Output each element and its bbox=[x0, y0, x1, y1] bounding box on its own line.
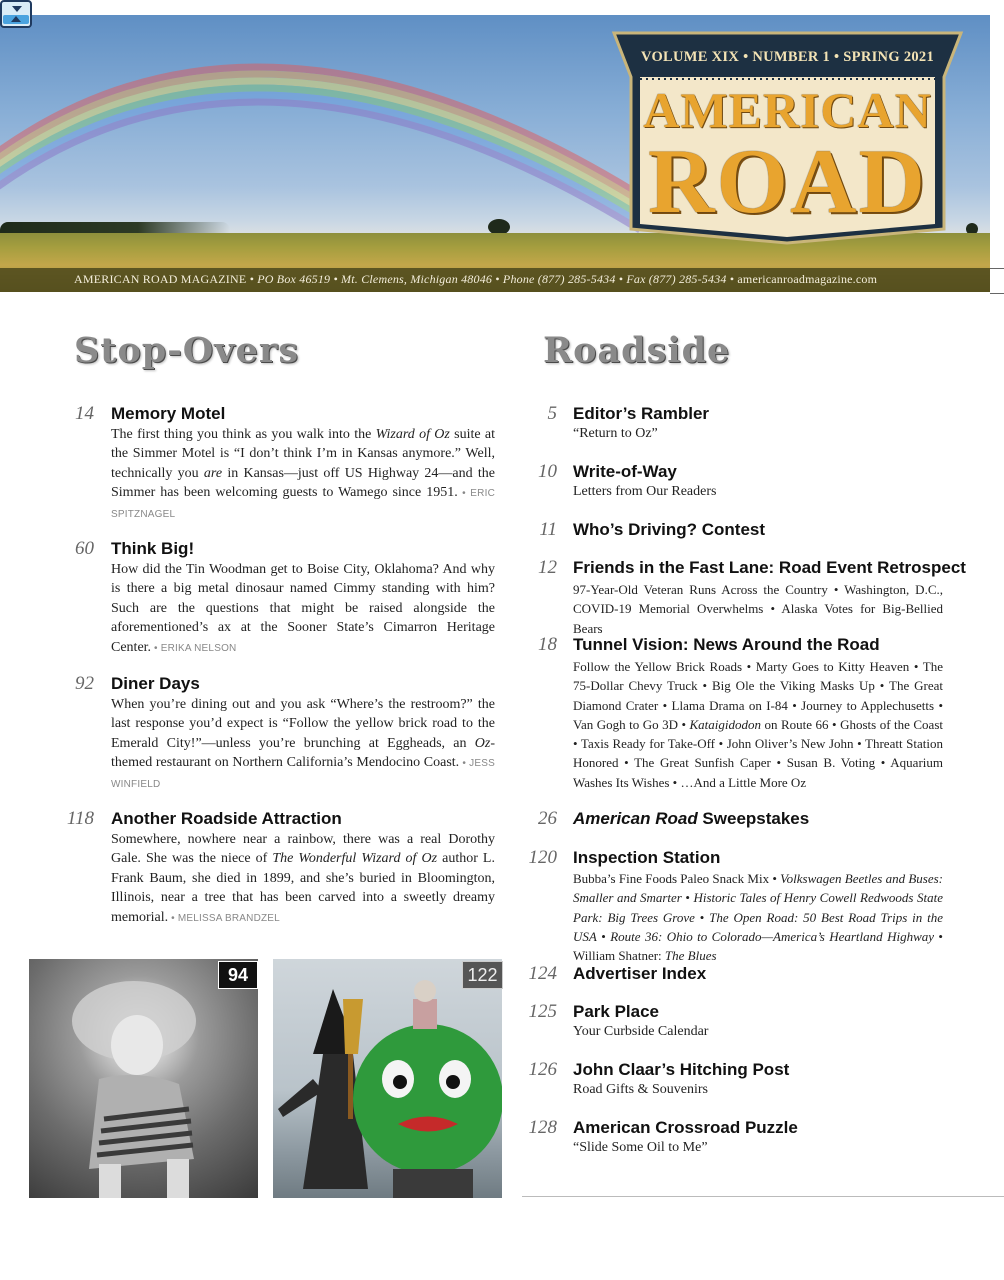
logo-wordmark-american: AMERICAN bbox=[643, 82, 932, 138]
roadside-page-number: 128 bbox=[528, 1117, 557, 1138]
roadside-title[interactable]: American Crossroad Puzzle bbox=[573, 1118, 798, 1137]
stopover-title[interactable]: Another Roadside Attraction bbox=[111, 809, 342, 828]
stopovers-heading: Stop-Overs bbox=[74, 330, 300, 371]
roadside-page-number: 126 bbox=[528, 1059, 557, 1080]
roadside-subtitle: Road Gifts & Souvenirs bbox=[573, 1082, 708, 1097]
roadside-page-number: 26 bbox=[538, 808, 557, 829]
roadside-page-number: 12 bbox=[538, 557, 557, 578]
roadside-title[interactable]: Advertiser Index bbox=[573, 964, 707, 983]
roadside-page-number: 125 bbox=[528, 1001, 557, 1022]
dorothy-actress-photo bbox=[29, 959, 258, 1198]
roadside-title[interactable]: Inspection Station bbox=[573, 848, 721, 867]
stopover-title[interactable]: Think Big! bbox=[111, 539, 195, 558]
chevron-down-icon bbox=[12, 6, 22, 12]
edge-rule bbox=[990, 268, 1004, 294]
roadside-title[interactable]: Write-of-Way bbox=[573, 462, 677, 481]
roadside-subtitle: “Slide Some Oil to Me” bbox=[573, 1140, 708, 1155]
chevron-up-icon bbox=[3, 15, 29, 24]
collapse-toggle-button[interactable] bbox=[0, 0, 32, 28]
roadside-page-number: 11 bbox=[539, 519, 557, 540]
roadside-description: Follow the Yellow Brick Roads • Marty Goes to Kitty Heaven • The 75-Dollar Chevy Truck • Big Ole the Viking Masks Up • The Great Diamond Crater • Llama Drama on I-84 • Journey to Applechusetts • Van Gogh to Go 3D • Kataigidodon on Route 66 • Ghosts of the Coast • Taxis Ready for Take-Off • John Oliver’s New John • Threatt Station Honored • The Great Sunfish Caper • Susan B. Voting • Aquarium Washes Its Wishes • …And a Little More Oz bbox=[573, 659, 943, 790]
roadside-page-number: 124 bbox=[528, 963, 557, 984]
roadside-description: Bubba’s Fine Foods Paleo Snack Mix • Volkswagen Beetles and Buses: Smaller and Smarter • Historic Tales of Henry Cowell Redwoods State Park: Big Trees Grove • The Open Road: 50 Best Road Trips in the USA • Route 36: Ohio to Colorado—America’s Heartland Highway • William Shatner: The Blues bbox=[573, 871, 944, 964]
roadside-subtitle: Letters from Our Readers bbox=[573, 484, 717, 499]
stopover-author: • MELISSA BRANDZEL bbox=[168, 912, 280, 924]
contact-details: • PO Box 46519 • Mt. Clemens, Michigan 48046 • Phone (877) 285-5434 • Fax (877) 285-5434 • bbox=[246, 272, 738, 286]
roadside-page-number: 18 bbox=[538, 634, 557, 655]
roadside-title[interactable]: Park Place bbox=[573, 1002, 660, 1021]
stopover-title[interactable]: Diner Days bbox=[111, 674, 200, 693]
roadside-title[interactable]: American Road Sweepstakes bbox=[573, 809, 810, 828]
magazine-name: AMERICAN ROAD MAGAZINE bbox=[74, 272, 247, 286]
roadside-title[interactable]: Who’s Driving? Contest bbox=[573, 520, 766, 539]
roadside-subtitle: “Return to Oz” bbox=[573, 426, 658, 441]
roadside-page-number: 120 bbox=[528, 847, 557, 868]
roadside-page-number: 10 bbox=[538, 461, 557, 482]
roadside-heading: Roadside bbox=[543, 330, 731, 371]
stopover-description: Somewhere, nowhere near a rainbow, there was a real Dorothy Gale. She was the niece of The Wonderful Wizard of Oz author L. Frank Baum, she died in 1899, and she’s buried in Bloomington, Illinois, near a tree that has been carved into a sweetly dreamy memorial. • MELISSA BRANDZEL bbox=[111, 832, 495, 925]
stopover-author: • JESS WINFIELD bbox=[111, 758, 495, 790]
stopover-description: When you’re dining out and you ask “Where’s the restroom?” the last response you’d expect is “Follow the yellow brick road to the Emerald City!”—unless you’re brunching at Eggheads, an Oz-themed restaurant on Northern California’s Mendocino Coast. • JESS WINFIELD bbox=[111, 697, 495, 790]
photo-page-badge: 94 bbox=[218, 961, 258, 989]
roadside-title[interactable]: Tunnel Vision: News Around the Road bbox=[573, 635, 880, 654]
stopover-page-number: 60 bbox=[75, 538, 94, 559]
photo-illustration bbox=[29, 959, 258, 1198]
roadside-title[interactable]: John Claar’s Hitching Post bbox=[573, 1060, 790, 1079]
logo-wordmark-road: ROAD bbox=[648, 130, 927, 232]
stopover-page-number: 14 bbox=[75, 403, 94, 424]
website-link[interactable]: americanroadmagazine.com bbox=[737, 272, 878, 286]
stopover-page-number: 118 bbox=[66, 808, 94, 829]
stopover-author: • ERIKA NELSON bbox=[151, 642, 237, 654]
address-line bbox=[74, 272, 877, 287]
bottom-rule bbox=[522, 1196, 1004, 1197]
photo-page-badge: 122 bbox=[462, 961, 503, 989]
masthead-logo bbox=[610, 29, 965, 246]
stopover-description: The first thing you think as you walk into the Wizard of Oz suite at the Simmer Motel is “I don’t think I’m in Kansas anymore.” Well, technically you are in Kansas—just off US Highway 24—and the Simmer has been welcoming guests to Wamego since 1951. • ERIC SPITZNAGEL bbox=[111, 427, 496, 520]
roadside-page-number: 5 bbox=[547, 403, 557, 424]
stopover-page-number: 92 bbox=[75, 673, 94, 694]
roadside-description: 97-Year-Old Veteran Runs Across the Country • Washington, D.C., COVID-19 Memorial Overwhelms • Alaska Votes for Big-Bellied Bears bbox=[573, 582, 943, 636]
roadside-title[interactable]: Friends in the Fast Lane: Road Event Retrospect bbox=[573, 558, 966, 577]
stopover-description: How did the Tin Woodman get to Boise City, Oklahoma? And why is there a big metal dinosaur named Cimmy standing with him? Such are the questions that might be raised alongside the aforementioned’s ax at the Sooner State’s Cimarron Heritage Center. • ERIKA NELSON bbox=[111, 562, 495, 655]
stopover-author: • ERIC SPITZNAGEL bbox=[111, 488, 495, 520]
roadside-subtitle: Your Curbside Calendar bbox=[573, 1024, 709, 1039]
oz-statues-photo bbox=[273, 959, 502, 1198]
volume-issue-line: VOLUME XIX • NUMBER 1 • SPRING 2021 bbox=[640, 49, 935, 65]
roadside-title[interactable]: Editor’s Rambler bbox=[573, 404, 710, 423]
stopover-title[interactable]: Memory Motel bbox=[111, 404, 226, 423]
photo-illustration bbox=[273, 959, 502, 1198]
